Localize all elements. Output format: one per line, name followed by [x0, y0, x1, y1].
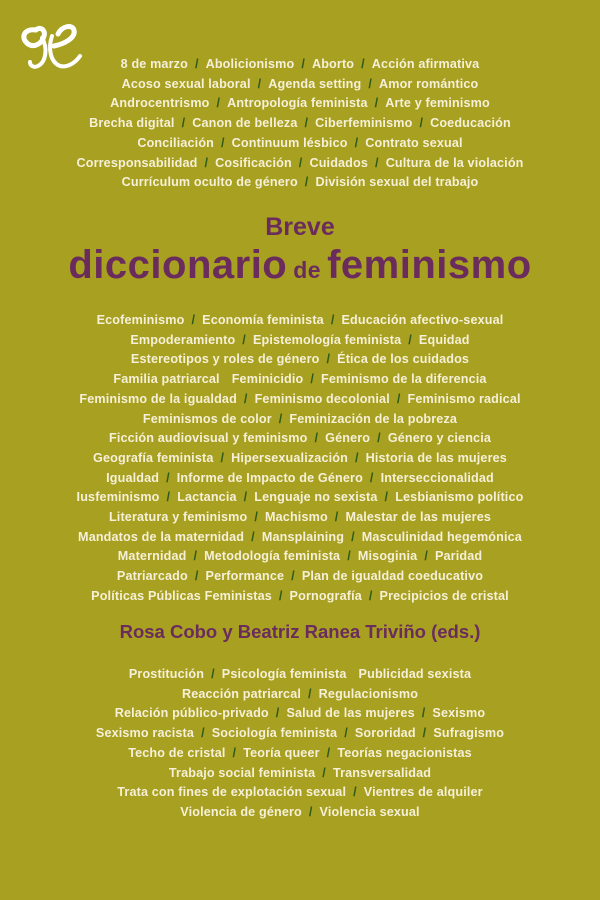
dictionary-term: Relación público-privado [114, 706, 269, 721]
term-separator: / [377, 431, 381, 446]
dictionary-term: Metodología feminista [204, 549, 341, 564]
terms-line [0, 94, 600, 114]
title-word-feminismo: feminismo [327, 243, 532, 287]
term-separator: / [368, 76, 372, 91]
dictionary-term: Lenguaje no sexista [254, 490, 378, 505]
term-separator: / [251, 529, 255, 544]
term-separator: / [384, 490, 389, 505]
term-separator: / [194, 569, 199, 584]
dictionary-term: Teoría queer [243, 745, 320, 760]
term-separator: / [191, 313, 196, 327]
authors: Rosa Cobo y Beatriz Ranea Triviño (eds.) [119, 621, 481, 642]
dictionary-term: Igualdad [106, 470, 160, 485]
terms-block-bottom [0, 665, 600, 823]
dictionary-term: Sororidad [354, 726, 416, 741]
dictionary-term: Informe de Impacto de Género [176, 470, 363, 485]
terms-line [0, 449, 600, 469]
term-separator: / [353, 785, 357, 800]
terms-line [0, 75, 600, 95]
dictionary-term: Ciberfeminismo [315, 116, 413, 131]
term-separator: / [243, 391, 248, 406]
terms-line [0, 469, 600, 489]
dictionary-term: Publicidad sexista [358, 667, 472, 681]
dictionary-term: Mansplaining [261, 529, 345, 544]
dictionary-term: Ética de los cuidados [337, 352, 470, 367]
term-separator: / [304, 116, 309, 131]
dictionary-term: Currículum oculto de género [121, 175, 298, 190]
dictionary-term: Feminización de la pobreza [289, 411, 458, 426]
dictionary-term: Psicología feminista [221, 667, 347, 681]
term-separator: / [166, 490, 171, 505]
dictionary-term: Regulacionismo [318, 686, 419, 701]
dictionary-term: Continuum lésbico [231, 135, 348, 150]
term-separator: / [275, 706, 280, 721]
term-separator: / [216, 96, 221, 111]
dictionary-term: Epistemología feminista [252, 332, 402, 347]
dictionary-term: Misoginia [357, 549, 418, 564]
dictionary-term: Aborto [311, 57, 355, 71]
dictionary-term: Feminismo de la igualdad [79, 391, 237, 406]
dictionary-term: Ecofeminismo [96, 313, 185, 327]
title-breve: Breve [265, 213, 335, 241]
dictionary-term: Cuidados [309, 155, 369, 170]
dictionary-term: 8 de marzo [120, 57, 188, 71]
terms-line [0, 350, 600, 370]
terms-line [0, 567, 600, 587]
terms-line [0, 724, 600, 744]
dictionary-term: Machismo [265, 510, 328, 525]
dictionary-term: Techo de cristal [128, 745, 226, 760]
term-separator: / [421, 706, 426, 721]
dictionary-term: Estereotipos y roles de género [130, 352, 320, 367]
dictionary-term: Literatura y feminismo [108, 510, 248, 525]
dictionary-term: Patriarcado [116, 569, 188, 584]
dictionary-term: Feminismo decolonial [254, 391, 390, 406]
term-separator: / [278, 411, 283, 426]
dictionary-term: Cultura de la violación [385, 155, 524, 170]
dictionary-term: Género y ciencia [387, 431, 492, 446]
dictionary-term: Equidad [418, 332, 470, 347]
term-separator: / [334, 510, 339, 525]
term-separator: / [298, 155, 303, 170]
dictionary-term: Feminismos de color [142, 411, 272, 426]
dictionary-term: Androcentrismo [110, 96, 210, 111]
term-separator: / [291, 569, 295, 584]
term-separator: / [369, 470, 374, 485]
dictionary-term: Sexismo [432, 706, 486, 721]
terms-line [0, 783, 600, 803]
dictionary-term: Hipersexualización [231, 450, 348, 465]
dictionary-term: División sexual del trabajo [315, 175, 479, 190]
terms-line [0, 508, 600, 528]
dictionary-term: Historia de las mujeres [365, 450, 507, 465]
dictionary-term: Performance [205, 569, 285, 584]
terms-line [0, 410, 600, 430]
dictionary-term: Trabajo social feminista [168, 765, 316, 780]
dictionary-term: Vientres de alquiler [363, 785, 483, 800]
term-separator: / [166, 470, 170, 485]
terms-line [0, 311, 600, 331]
dictionary-term: Género [325, 431, 371, 446]
terms-line [0, 764, 600, 784]
dictionary-term: Paridad [434, 549, 483, 564]
dictionary-term: Conciliación [137, 135, 215, 150]
terms-line [0, 429, 600, 449]
term-separator: / [326, 352, 331, 367]
term-separator: / [308, 804, 313, 819]
dictionary-term: Geografía feminista [93, 450, 214, 465]
terms-line [0, 134, 600, 154]
dictionary-term: Prostitución [128, 667, 205, 681]
dictionary-term: Masculinidad hegemónica [361, 529, 522, 544]
title-word-diccionario: diccionario [68, 243, 288, 287]
dictionary-term: Malestar de las mujeres [345, 510, 492, 525]
term-separator: / [375, 155, 379, 170]
term-separator: / [310, 372, 314, 387]
term-separator: / [354, 135, 359, 150]
dictionary-term: Brecha digital [89, 116, 175, 131]
dictionary-term: Feminicidio [231, 372, 304, 387]
dictionary-term: Agenda setting [268, 76, 362, 91]
terms-line [0, 547, 600, 567]
term-separator: / [347, 549, 351, 564]
dictionary-term: Trata con fines de explotación sexual [117, 785, 347, 800]
dictionary-term: Antropología feminista [227, 96, 368, 111]
dictionary-term: Políticas Públicas Feministas [91, 588, 272, 603]
term-separator: / [194, 57, 199, 71]
dictionary-term: Teorías negacionistas [337, 745, 472, 760]
terms-line [0, 685, 600, 705]
term-separator: / [220, 450, 225, 465]
dictionary-term: Ficción audiovisual y feminismo [108, 431, 308, 446]
terms-line [0, 744, 600, 764]
dictionary-term: Abolicionismo [205, 57, 295, 71]
terms-line [0, 488, 600, 508]
term-separator: / [211, 667, 215, 681]
dictionary-term: Lactancia [177, 490, 237, 505]
term-separator: / [221, 135, 225, 150]
term-separator: / [361, 57, 365, 71]
dictionary-term: Sufragismo [433, 726, 505, 741]
term-separator: / [242, 332, 246, 347]
terms-line [0, 331, 600, 351]
term-separator: / [354, 450, 359, 465]
term-separator: / [204, 155, 209, 170]
dictionary-term: Amor romántico [379, 76, 479, 91]
term-separator: / [181, 116, 186, 131]
term-separator: / [201, 726, 205, 741]
dictionary-term: Arte y feminismo [385, 96, 490, 111]
terms-line [0, 114, 600, 134]
dictionary-term: Sexismo racista [95, 726, 195, 741]
term-separator: / [344, 726, 348, 741]
term-separator: / [257, 76, 262, 91]
dictionary-term: Acción afirmativa [371, 57, 480, 71]
term-separator: / [308, 686, 312, 701]
term-separator: / [232, 745, 237, 760]
dictionary-term: Economía feminista [202, 313, 324, 327]
dictionary-term: Feminismo de la diferencia [321, 372, 487, 387]
dictionary-term: Lesbianismo político [395, 490, 524, 505]
dictionary-term: Mandatos de la maternidad [78, 529, 245, 544]
term-separator: / [374, 96, 379, 111]
terms-line [0, 154, 600, 174]
terms-line [0, 587, 600, 607]
terms-line [0, 55, 600, 75]
dictionary-term: Violencia sexual [319, 804, 420, 819]
term-separator: / [422, 726, 427, 741]
dictionary-term: Reacción patriarcal [181, 686, 302, 701]
terms-line [0, 370, 600, 390]
dictionary-term: Interseccionalidad [380, 470, 494, 485]
term-separator: / [243, 490, 248, 505]
dictionary-term: Contrato sexual [365, 135, 463, 150]
terms-line [0, 173, 600, 193]
dictionary-term: Acoso sexual laboral [121, 76, 251, 91]
book-title [0, 243, 600, 288]
term-separator: / [419, 116, 424, 131]
term-separator: / [301, 57, 305, 71]
term-separator: / [254, 510, 258, 525]
terms-line [0, 665, 600, 685]
term-separator: / [396, 391, 401, 406]
dictionary-term: Violencia de género [180, 804, 302, 819]
term-separator: / [322, 765, 326, 780]
dictionary-term: Empoderamiento [130, 332, 236, 347]
term-separator: / [368, 588, 373, 603]
terms-line [0, 528, 600, 548]
terms-line [0, 704, 600, 724]
dictionary-term: Maternidad [117, 549, 187, 564]
dictionary-term: Precipicios de cristal [379, 588, 509, 603]
terms-line [0, 803, 600, 823]
terms-line [0, 390, 600, 410]
term-separator: / [304, 175, 309, 190]
term-separator: / [351, 529, 355, 544]
terms-block-top [0, 55, 600, 193]
dictionary-term: Familia patriarcal [113, 372, 220, 387]
term-separator: / [408, 332, 412, 347]
dictionary-term: Educación afectivo-sexual [341, 313, 504, 327]
term-separator: / [326, 745, 331, 760]
dictionary-term: Plan de igualdad coeducativo [301, 569, 484, 584]
term-separator: / [193, 549, 198, 564]
term-separator: / [278, 588, 283, 603]
dictionary-term: Coeducación [430, 116, 511, 131]
dictionary-term: Pornografía [289, 588, 362, 603]
term-separator: / [424, 549, 428, 564]
dictionary-term: Iusfeminismo [76, 490, 160, 505]
dictionary-term: Corresponsabilidad [76, 155, 198, 170]
dictionary-term: Feminismo radical [407, 391, 521, 406]
dictionary-term: Sociología feminista [211, 726, 338, 741]
dictionary-term: Canon de belleza [192, 116, 298, 131]
terms-block-middle [0, 311, 600, 607]
dictionary-term: Transversalidad [332, 765, 432, 780]
title-word-de: de [293, 257, 322, 283]
dictionary-term: Salud de las mujeres [286, 706, 415, 721]
term-separator: / [330, 313, 335, 327]
dictionary-term: Cosificación [215, 155, 292, 170]
term-separator: / [314, 431, 319, 446]
